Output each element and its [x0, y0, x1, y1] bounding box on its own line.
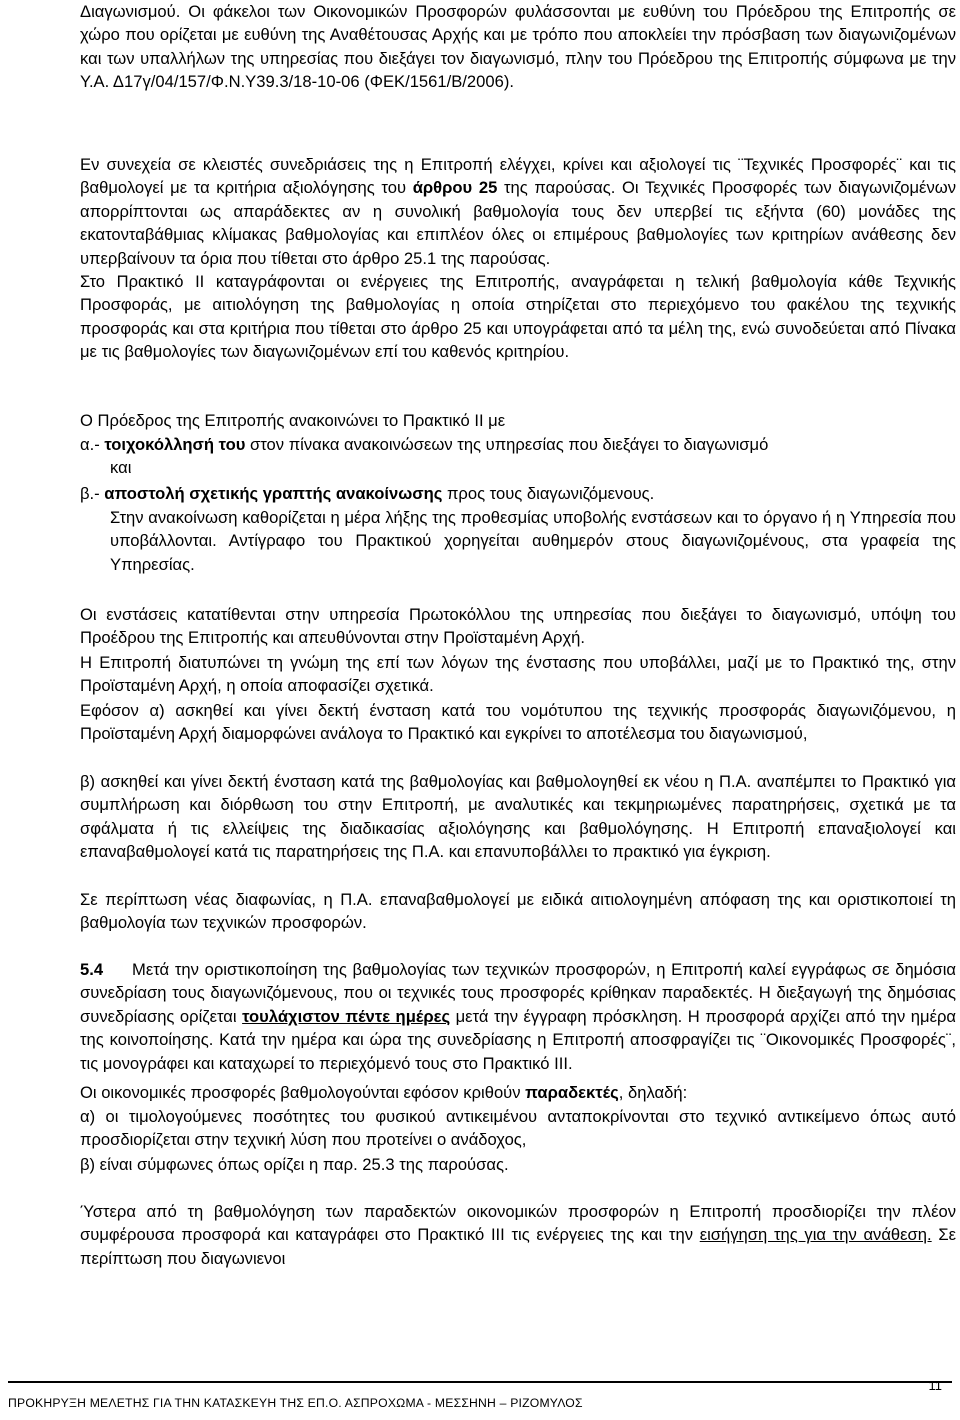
announce-item-a [80, 433, 956, 480]
objections-text-3: Εφόσον α) ασκηθεί και γίνει δεκτή ένσταση κατά του νομότυπου της τεχνικής προσφοράς διαγωνιζόμενου, η Προϊσταμένη Αρχή διαμορφώνει ανάλογα το Πρακτικό και εγκρίνει το αποτέλεσμα του διαγωνισμού, [80, 701, 956, 744]
item-a-and: και [110, 458, 132, 478]
announce-item-b [80, 482, 956, 505]
practical-ii-text: Στο Πρακτικό ΙΙ καταγράφονται οι ενέργειες της Επιτροπής, αναγράφεται η τελική βαθμολογία κάθε Τεχνικής Προσφοράς, με αιτιολόγηση της βαθμολογίας η οποία στηρίζεται στο περιεχόμενο του φακέλου της τεχνικής προσφοράς και στα κριτήρια που τίθεται στο άρθρο 25 και υπογράφεται από τα μέλη της, ενώ συνοδεύεται από Πίνακα με τις βαθμολογίες των διαγωνιζομένων επί του καθενός κριτηρίου. [80, 272, 956, 362]
objections-text-5: Σε περίπτωση νέας διαφωνίας, η Π.Α. επαναβαθμολογεί με ειδικά αιτιολογημένη απόφαση της και οριστικοποιεί τη βαθμολογία των τεχνικών προσφορών. [80, 890, 956, 933]
announce-title [80, 409, 956, 432]
item-b-bold: αποστολή σχετικής γραπτής ανακοίνωσης [104, 484, 443, 503]
section-5-4 [80, 958, 956, 1075]
evaluation-text-continued: της παρούσας. Οι Τεχνικές Προσφορές των διαγωνιζομένων απορρίπτονται ως απαράδεκτες αν η συνολική βαθμολογία τους δεν υπερβεί τις εξήντα (60) μονάδες της εκατονταβάθμιας κλίμακας βαθμολογίας και επιπλέον όλες οι επιμέρους βαθμολογίες των κριτηρίων ανάθεσης δεν υπερβαίνουν τα όρια που τίθεται στο άρθρο 25.1 της παρούσας. [80, 178, 956, 268]
deadline-underlined: τουλάχιστον πέντε ημέρες [242, 1006, 451, 1026]
objections-paragraph-2 [80, 651, 956, 698]
final-text-continued: Σε περίπτωση που διαγωνιενοι [80, 1225, 957, 1268]
recommendation-underlined: εισήγηση της για την ανάθεση. [699, 1225, 932, 1245]
objections-text-4: β) ασκηθεί και γίνει δεκτή ένσταση κατά της βαθμολογίας και βαθμολογηθεί εκ νέου η Π.Α. αναπέμπει το Πρακτικό για συμπλήρωση και διόρθωση του στην Επιτροπή, με αναλυτικές και τεκμηριωμένες παρατηρήσεις, σχετικά με τα σφάλματα ή τις ελλείψεις της διαδικασίας αξιολόγησης και βαθμολόγησης. Η Επιτροπή επαναξιολογεί και επαναβαθμολογεί κατά τις παρατηρήσεις της Π.Α. και επανυποβάλλει το πρακτικό για έγκριση. [80, 772, 956, 862]
evaluation-text: Εν συνεχεία σε κλειστές συνεδριάσεις της η Επιτροπή ελέγχει, κρίνει και αξιολογεί τις ¨Τεχνικές Προσφορές¨ και τις βαθμολογεί με τα κριτήρια αξιολόγησης του [80, 155, 956, 198]
paragraph-intro [80, 0, 956, 94]
announce-title-text: Ο Πρόεδρος της Επιτροπής ανακοινώνει το Πρακτικό ΙΙ με [80, 411, 506, 430]
final-paragraph [80, 1200, 956, 1270]
acceptable-a-text: α) οι τιμολογούμενες ποσότητες του φυσικού αντικειμένου ανταποκρίνονται στο τεχνικό αντικείμενο όπως αυτό προσδιορίζεται στην τεχνική λύση που προτείνει ο ανάδοχος, [80, 1107, 956, 1150]
acceptable-item-a [80, 1105, 956, 1152]
section-5-4-text: Μετά την οριστικοποίηση της βαθμολογίας των τεχνικών προσφορών, η Επιτροπή καλεί εγγράφως σε δημόσια συνεδρίαση τους διαγωνιζόμενους, που οι τεχνικές τους προσφορές κρίθηκαν παραδεκτές. Η διεξαγωγή της δημόσιας συνεδρίασης ορίζεται [80, 960, 956, 1026]
paragraph-technical-evaluation [80, 153, 956, 270]
acceptable-bold: παραδεκτές [525, 1083, 619, 1102]
acceptable-intro [80, 1081, 956, 1104]
final-text: Ύστερα από τη βαθμολόγηση των παραδεκτών οικονομικών προσφορών η Επιτροπή προσδιορίζει την πλέον συμφέρουσα προσφορά και καταγράφει στο Πρακτικό ΙΙΙ τις ενέργειες της και την [80, 1202, 956, 1245]
page-number: 11 [928, 1378, 942, 1393]
section-number: 5.4 [80, 960, 104, 979]
footer-divider [8, 1381, 952, 1383]
acceptable-item-b [80, 1153, 956, 1176]
item-b-text: προς τους διαγωνιζόμενους. [442, 484, 655, 503]
acceptable-intro-text: Οι οικονομικές προσφορές βαθμολογούνται εφόσον κριθούν [80, 1083, 526, 1102]
objections-text-2: Η Επιτροπή διατυπώνει τη γνώμη της επί των λόγων της ένστασης που υποβάλλει, μαζί με το Πρακτικό της, στην Προϊσταμένη Αρχή, η οποία αποφασίζει σχετικά. [80, 653, 956, 696]
announce-note-text: Στην ανακοίνωση καθορίζεται η μέρα λήξης της προθεσμίας υποβολής ενστάσεων και το όργανο ή η Υπηρεσία που υποβάλλονται. Αντίγραφο του Πρακτικού χορηγείται αυθημερόν στους διαγωνιζομένους, στα γραφεία της Υπηρεσίας. [110, 508, 956, 574]
objections-paragraph-1 [80, 603, 956, 650]
item-a-bold: τοιχοκόλλησή του [104, 435, 246, 454]
acceptable-b-text: β) είναι σύμφωνες όπως ορίζει η παρ. 25.3 της παρούσας. [80, 1155, 509, 1174]
article-ref: άρθρου 25 [412, 178, 498, 198]
objections-paragraph-4 [80, 770, 956, 864]
announce-note [110, 506, 956, 576]
objections-text-1: Οι ενστάσεις κατατίθενται στην υπηρεσία Πρωτοκόλλου της υπηρεσίας που διεξάγει το διαγωνισμό, υπόψη του Προέδρου της Επιτροπής και απευθύνονται στην Προϊσταμένη Αρχή. [80, 605, 956, 648]
item-b-prefix: β.- [80, 484, 105, 503]
item-a-prefix: α.- [80, 435, 105, 454]
acceptable-intro-end: , δηλαδή: [618, 1083, 688, 1102]
objections-paragraph-5 [80, 888, 956, 935]
footer-title: ΠΡΟΚΗΡΥΞΗ ΜΕΛΕΤΗΣ ΓΙΑ ΤΗΝ ΚΑΤΑΣΚΕΥΗ ΤΗΣ ΕΠ.Ο. ΑΣΠΡΟΧΩΜΑ - ΜΕΣΣΗΝΗ – ΡΙΖΟΜΥΛΟΣ [8, 1396, 583, 1410]
intro-text: Διαγωνισμού. Οι φάκελοι των Οικονομικών Προσφορών φυλάσσονται με ευθύνη του Πρόεδρου της Επιτροπής σε χώρο που ορίζεται με ευθύνη της Αναθέτουσας Αρχής και με τρόπο που αποκλείει την πρόσβαση των διαγωνιζομένων και των υπαλλήλων της υπηρεσίας που διεξάγει τον διαγωνισμό, πλην του Πρόεδρου της Επιτροπής σύμφωνα με την Υ.Α. Δ17γ/04/157/Φ.Ν.Υ39.3/18-10-06 (ΦΕΚ/1561/Β/2006). [80, 2, 956, 92]
paragraph-practical-ii [80, 270, 956, 364]
objections-paragraph-3 [80, 699, 956, 746]
item-a-text: στον πίνακα ανακοινώσεων της υπηρεσίας που διεξάγει το διαγωνισμό [245, 435, 769, 454]
section-5-4-text-continued: μετά την έγγραφη πρόσκληση. Η προσφορά αρχίζει από την ημέρα της κοινοποίησης. Κατά την ημέρα και ώρα της συνεδρίασης η Επιτροπή αποσφραγίζει τις ¨Οικονομικές Προσφορές¨, τις μονογράφει και καταχωρεί το περιεχόμενό τους στο Πρακτικό ΙΙΙ. [80, 1006, 956, 1073]
